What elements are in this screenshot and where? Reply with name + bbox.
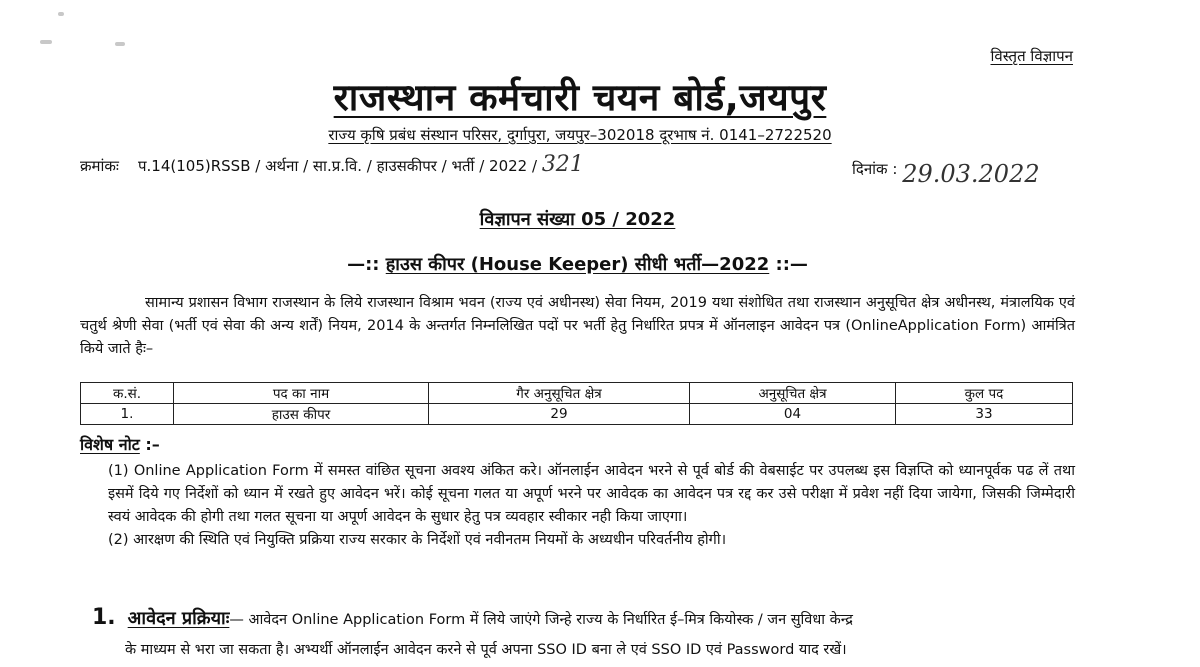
advertisement-number [0, 207, 1155, 231]
issue-date [852, 152, 1040, 188]
post-title-prefix: —:: [347, 254, 386, 275]
special-note-heading-suffix: :– [139, 435, 160, 454]
table-cell: हाउस कीपर [174, 404, 429, 425]
section-text: — आवेदन Online Application Form में लिये जाएंगे जिन्हे राज्य के निर्धारित ई–मित्र कियोस्क / जन सुविधा केन्द्र [229, 612, 853, 628]
table-header-cell: कुल पद [896, 383, 1073, 404]
post-title-suffix: ::— [769, 254, 808, 275]
advertisement-number-text: विज्ञापन संख्या 05 / 2022 [479, 209, 676, 230]
section-text: के माध्यम से भरा जा सकता है। अभ्यर्थी ऑनलाईन आवेदन करने से पूर्व अपना SSO ID बना ले एवं SSO ID एवं Password याद रखें। [125, 642, 847, 658]
table-header-cell: क.सं. [81, 383, 174, 404]
post-title-text: हाउस कीपर (House Keeper) सीधी भर्ती—2022 [385, 254, 770, 275]
table-cell: 1. [81, 404, 174, 425]
scan-speck [115, 42, 125, 46]
table-cell: 04 [690, 404, 896, 425]
section-heading: आवेदन प्रक्रियाः [127, 608, 230, 629]
special-note-body [108, 460, 1075, 552]
table-cell: 33 [896, 404, 1073, 425]
date-label: दिनांक : [852, 160, 898, 178]
table-header-row [81, 383, 1073, 404]
special-note-heading-text: विशेष नोट [80, 435, 140, 454]
board-address-text: राज्य कृषि प्रबंध संस्थान परिसर, दुर्गापुरा, जयपुर–302018 दूरभाष नं. 0141–2722520 [328, 126, 832, 144]
board-title-text: राजस्थान कर्मचारी चयन बोर्ड,जयपुर [333, 76, 827, 119]
detailed-advertisement-label: विस्तृत विज्ञापन [990, 47, 1073, 65]
reference-number [80, 152, 584, 177]
reference-label: क्रमांकः [80, 157, 119, 175]
board-address [0, 125, 1160, 145]
post-title [0, 252, 1155, 276]
scan-speck [40, 40, 52, 44]
special-note-point: (2) आरक्षण की स्थिति एवं नियुक्ति प्रक्रिया राज्य सरकार के निर्देशों एवं नवीनतम नियमों के अध्यधीन परिवर्तनीय होगी। [108, 532, 727, 548]
reference-handwritten: 321 [541, 152, 584, 177]
section-line [92, 603, 1077, 635]
scan-speck [58, 12, 64, 16]
reference-value: प.14(105)RSSB / अर्थना / सा.प्र.वि. / हाउसकीपर / भर्ती / 2022 / [138, 157, 538, 175]
table-header-cell: अनुसूचित क्षेत्र [690, 383, 896, 404]
table-header-cell: पद का नाम [174, 383, 429, 404]
date-handwritten: 29.03.2022 [902, 160, 1040, 188]
special-note-heading [80, 433, 160, 455]
table-cell: 29 [429, 404, 690, 425]
table-row [81, 404, 1073, 425]
posts-table [80, 382, 1073, 425]
board-title [0, 70, 1160, 121]
table-header-cell: गैर अनुसूचित क्षेत्र [429, 383, 690, 404]
section-application-process [92, 603, 1077, 665]
special-note-point: (1) Online Application Form में समस्त वांछित सूचना अवश्य अंकित करे। ऑनलाईन आवेदन भरने से पूर्व बोर्ड की वेबसाईट पर उपलब्ध इस विज्ञप्ति को ध्यानपूर्वक पढ लें तथा इसमें दिये गए निर्देशों को ध्यान में रखते हुए आवेदन भरें। कोई सूचना गलत या अपूर्ण भरने पर आवेदक का आवेदन पत्र रद्द कर उसे परीक्षा में प्रवेश नहीं दिया जायेगा, जिसकी जिम्मेदारी स्वयं आवेदक की होगी तथा गलत सूचना या अपूर्ण आवेदन के सुधार हेतु पत्र व्यवहार स्वीकार नही किया जाएगा। [108, 463, 1075, 525]
section-number: 1. [92, 605, 116, 630]
intro-paragraph: सामान्य प्रशासन विभाग राजस्थान के लिये राजस्थान विश्राम भवन (राज्य एवं अधीनस्थ) सेवा नियम, 2019 यथा संशोधित तथा राजस्थान अनुसूचित क्षेत्र अधीनस्थ, मंत्रालयिक एवं चतुर्थ श्रेणी सेवा (भर्ती एवं सेवा की अन्य शर्तें) नियम, 2014 के अन्तर्गत निम्नलिखित पदों पर भर्ती हेतु निर्धारित प्रपत्र में ऑनलाइन आवेदन पत्र (OnlineApplication Form) आमंत्रित किये जाते हैः– [80, 295, 1075, 357]
